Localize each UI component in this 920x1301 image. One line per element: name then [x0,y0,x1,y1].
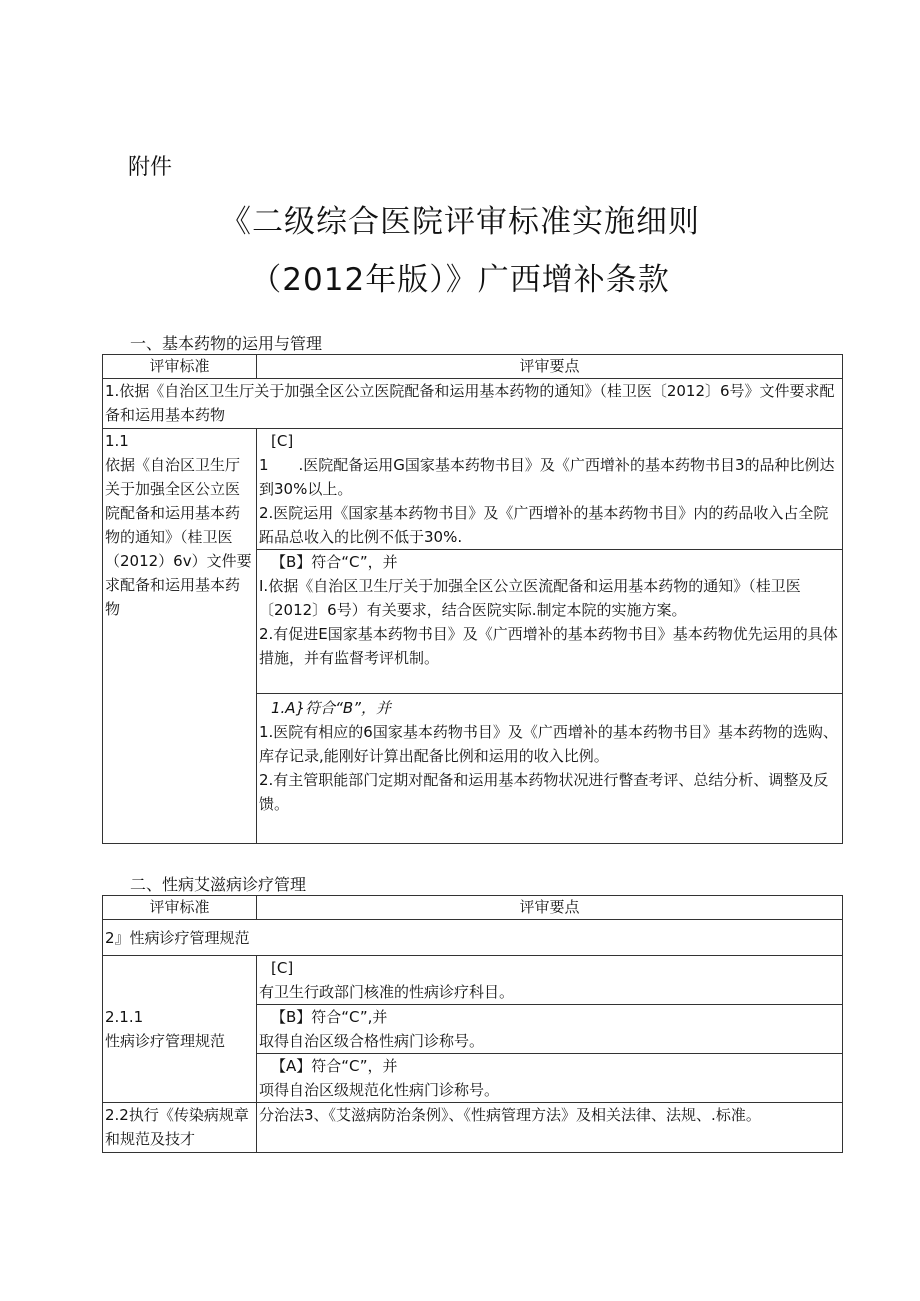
grade-c-text: 有卫生行政部门核准的性病诊疗科目。 [259,983,515,1001]
grade-a-block [257,1054,843,1103]
grade-a-item: 2.有主管职能部门定期对配备和运用基本药物状况进行瞥查考评、总结分析、调整及反馈。 [259,771,829,813]
col-points-header: 评审要点 [257,896,843,920]
col-points-header: 评审要点 [257,355,843,379]
grade-b-block [257,1005,843,1054]
document-title-line1: 《二级综合医院评审标准实施细则 [220,204,700,240]
section2-heading: 二、性病艾滋病诊疗管理 [130,875,307,894]
attachment-label: 附件 [128,155,173,180]
standard-number: 1.1 [105,432,129,450]
grade-b-item: 2.有促进E国家基本药物书目》及《广西增补的基本药物书目》基本药物优先运用的具体措施，并有监督考评机制。 [259,625,838,667]
grade-c-block [257,956,843,1005]
grade-a-label: 【A】符合“C”，并 [271,1057,398,1075]
grade-b-label: 【B】符合“C”，并 [271,553,398,571]
grade-c-block [257,429,843,550]
grade-b-label: 【B】符合“C”,并 [271,1008,388,1026]
grade-c-item: 2.医院运用《国家基本药物书目》及《广西增补的基本药物书目》内的药品收入占全院跖品总收入的比例不低于30%. [259,504,829,546]
grade-a-block [257,694,843,844]
standard-text-a: 依据《自治区卫生厅关于加强全区公立医院配备和运用基本药物的通知》（桂卫医 [105,456,241,546]
grade-a-item: 1.医院有相应的6国家基本药物书目》及《广西增补的基本药物书目》基本药物的选购、库存记录,能刚好计算出配备比例和运用的收入比例。 [259,723,838,765]
section1-intro: 1.依据《自治区卫生厅关于加强全区公立医院配备和运用基本药物的通知》（桂卫医〔2012〕6号》文件要求配备和运用基本药物 [103,379,843,429]
col-standard-header: 评审标准 [103,896,257,920]
section2-table [102,895,843,1153]
grade-b-item: I.依据《自治区卫生厅关于加强全区公立医流配备和运用基本药物的通知》（桂卫医〔2012〕6号）有关要求，结合医院实际.制定本院的实施方案。 [259,577,801,619]
section1-heading: 一、基本药物的运用与管理 [130,334,323,353]
section1-table [102,354,843,844]
grade-a-text: 项得自治区级规范化性病门诊称号。 [259,1081,500,1099]
grade-b-text: 取得自治区级合格性病门诊称号。 [259,1032,485,1050]
grade-c-item: 1 .医院配备运用G国家基本药物书目》及《广西增补的基本药物书目3的品种比例达到30%以上。 [259,456,835,498]
standard-2-2: 2.2执行《传染病规章和规范及技才 [103,1103,257,1153]
standard-1-1 [103,429,257,844]
grade-c-label: [C] [271,959,294,977]
col-standard-header: 评审标准 [103,355,257,379]
standard-2-1-1 [103,956,257,1103]
grade-c-label: [C] [271,432,294,450]
standard-text: 性病诊疗管理规范 [105,1032,226,1050]
points-2-2: 分治法3、《艾滋病防治条例》、《性病管理方法》及相关法律、法规、.标准。 [257,1103,843,1153]
section2-intro: 2』性病诊疗管理规范 [103,920,843,956]
document-title-line2: （2012年版）》广西增补条款 [250,262,670,298]
standard-text-b: （2012）6v）文件要求配备和运用基本药物 [105,552,252,618]
grade-b-block [257,550,843,694]
grade-a-label: 1.A}符合“B”，并 [271,699,391,717]
standard-number: 2.1.1 [105,1008,144,1026]
